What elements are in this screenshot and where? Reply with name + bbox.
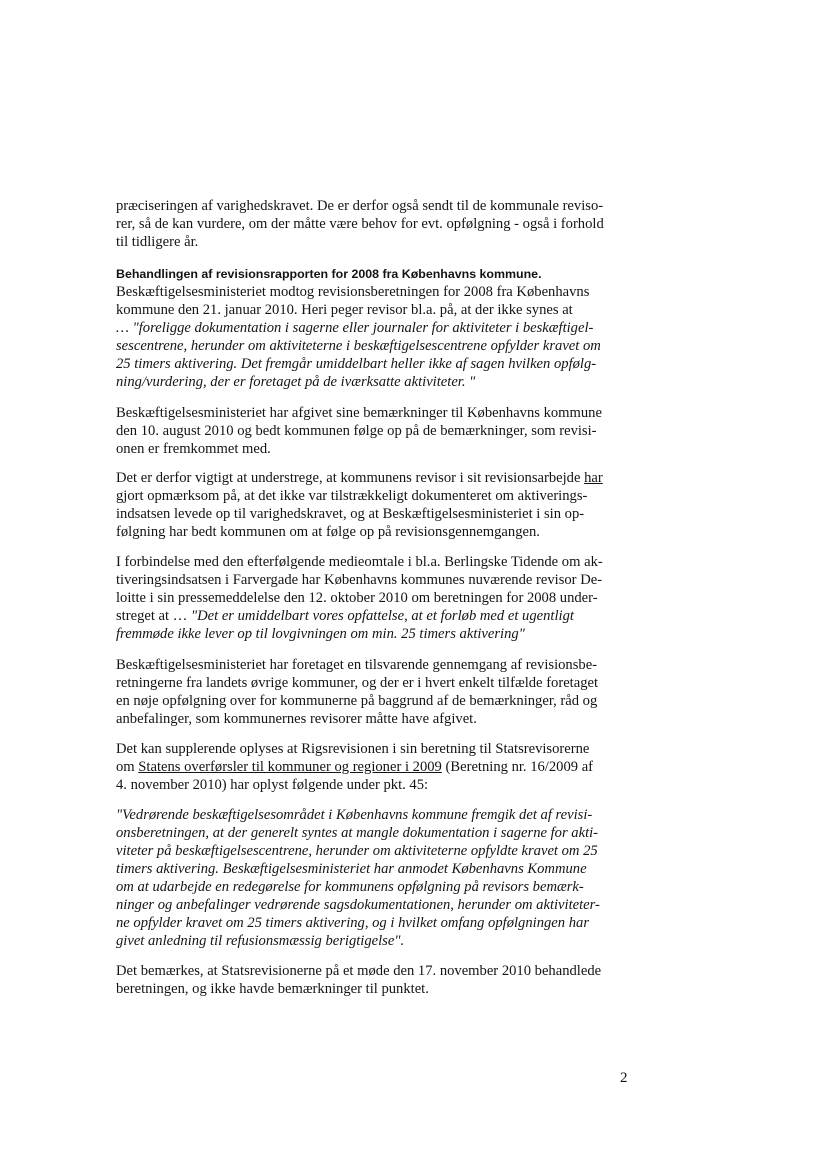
text-line: rer, så de kan vurdere, om der måtte være behov for evt. opfølgning - også i forhold (116, 216, 604, 232)
emphasis-paragraph (116, 469, 626, 541)
text-line: den 10. august 2010 og bedt kommunen følge op på de bemærkninger, som revisi- (116, 423, 597, 439)
page-number: 2 (620, 1070, 628, 1086)
text-line: anbefalinger, som kommunernes revisorer måtte have afgivet. (116, 711, 477, 727)
text-line: Det bemærkes, at Statsrevisionerne på et møde den 17. november 2010 behandlede (116, 963, 602, 979)
text-line (116, 469, 626, 487)
text-line: I forbindelse med den efterfølgende medieomtale i bl.a. Berlingske Tidende om ak- (116, 554, 603, 570)
text-line: Det kan supplerende oplyses at Rigsrevisionen i sin beretning til Statsrevisorerne (116, 741, 590, 757)
section-2008 (116, 265, 626, 391)
quote-line: om at udarbejde en redegørelse for kommunens opfølgning på revisors bemærk- (116, 879, 584, 895)
text-line: følgning har bedt kommunen om at følge op på revisionsgennemgangen. (116, 524, 540, 540)
text-line: beretningen, og ikke havde bemærkninger til punktet. (116, 981, 429, 997)
quote-line: viteter på beskæftigelsescentrene, herunder om aktiviteterne opfyldte kravet om 25 (116, 843, 598, 859)
intro-paragraph (116, 197, 626, 251)
text-line: præciseringen af varighedskravet. De er derfor også sendt til de kommunale reviso- (116, 198, 604, 214)
text-line: Beskæftigelsesministeriet har foretaget en tilsvarende gennemgang af revisionsbe- (116, 657, 598, 673)
quote-line: sescentrene, herunder om aktiviteterne i beskæftigelsescentrene opfylder kravet om (116, 338, 601, 354)
final-paragraph (116, 962, 626, 998)
text-line: 4. november 2010) har oplyst følgende under pkt. 45: (116, 777, 429, 793)
quote-line: fremmøde ikke lever op til lovgivningen om min. 25 timers aktivering" (116, 626, 525, 642)
text-line: til tidligere år. (116, 234, 199, 250)
text-segment: streget at … (116, 608, 191, 624)
quote-block (116, 806, 626, 950)
text-line: kommune den 21. januar 2010. Heri peger revisor bl.a. på, at der ikke synes at (116, 302, 573, 318)
text-line: retningerne fra landets øvrige kommuner, og der er i hvert enkelt tilfælde foretaget (116, 675, 599, 691)
report-title-link[interactable]: Statens overførsler til kommuner og regioner i 2009 (138, 759, 442, 775)
text-line: gjort opmærksom på, at det ikke var tilstrækkeligt dokumenteret om aktiverings- (116, 488, 588, 504)
media-paragraph (116, 553, 626, 643)
quote-line: ning/vurdering, der er foretaget på de iværksatte aktiviteter. " (116, 374, 476, 390)
text-segment: Det er derfor vigtigt at understrege, at kommunens revisor i sit revisionsarbejde (116, 470, 585, 486)
quote-line: givet anledning til refusionsmæssig berigtigelse". (116, 933, 405, 949)
section-heading: Behandlingen af revisionsrapporten for 2008 fra Københavns kommune. (116, 267, 542, 281)
text-line: Beskæftigelsesministeriet har afgivet sine bemærkninger til Københavns kommune (116, 405, 602, 421)
quote-segment: "Det er umiddelbart vores opfattelse, at et forløb med et ugentligt (190, 608, 574, 624)
text-line: tiveringsindsatsen i Farvergade har Københavns kommunes nuværende revisor De- (116, 572, 603, 588)
rigsrevision-paragraph (116, 740, 626, 794)
text-line: onen er fremkommet med. (116, 441, 271, 457)
text-line: indsatsen levede op til varighedskravet, og at Beskæftigelsesministeriet i sin op- (116, 506, 585, 522)
quote-line: ne opfylder kravet om 25 timers aktivering, og i hvilket omfang opfølgningen har (116, 915, 589, 931)
quote-line: ninger og anbefalinger vedrørende sagsdokumentationen, herunder om aktiviteter- (116, 897, 600, 913)
quote-line: onsberetningen, at der generelt syntes at mangle dokumentation i sagerne for akti- (116, 825, 599, 841)
quote-line: timers aktivering. Beskæftigelsesministeriet har anmodet Københavns Kommune (116, 861, 587, 877)
quote-line: 25 timers aktivering. Det fremgår umiddelbart heller ikke af sagen hvilken opfølg- (116, 356, 597, 372)
text-line: Beskæftigelsesministeriet modtog revisionsberetningen for 2008 fra Københavns (116, 284, 590, 300)
text-line: en nøje opfølgning over for kommunerne på baggrund af de bemærkninger, råd og (116, 693, 598, 709)
text-segment: (Beretning nr. 16/2009 af (441, 759, 594, 775)
text-segment: om (116, 759, 139, 775)
text-line (116, 607, 626, 625)
ministry-remarks-paragraph (116, 404, 626, 458)
other-municipalities-paragraph (116, 656, 626, 728)
text-line (116, 758, 626, 776)
text-line: loitte i sin pressemeddelelse den 12. oktober 2010 om beretningen for 2008 under- (116, 590, 598, 606)
quote-line: "Vedrørende beskæftigelsesområdet i Københavns kommune fremgik det af revisi- (116, 807, 593, 823)
quote-line: … "foreligge dokumentation i sagerne eller journaler for aktiviteter i beskæftigel- (116, 320, 594, 336)
underlined-word: har (584, 470, 603, 486)
